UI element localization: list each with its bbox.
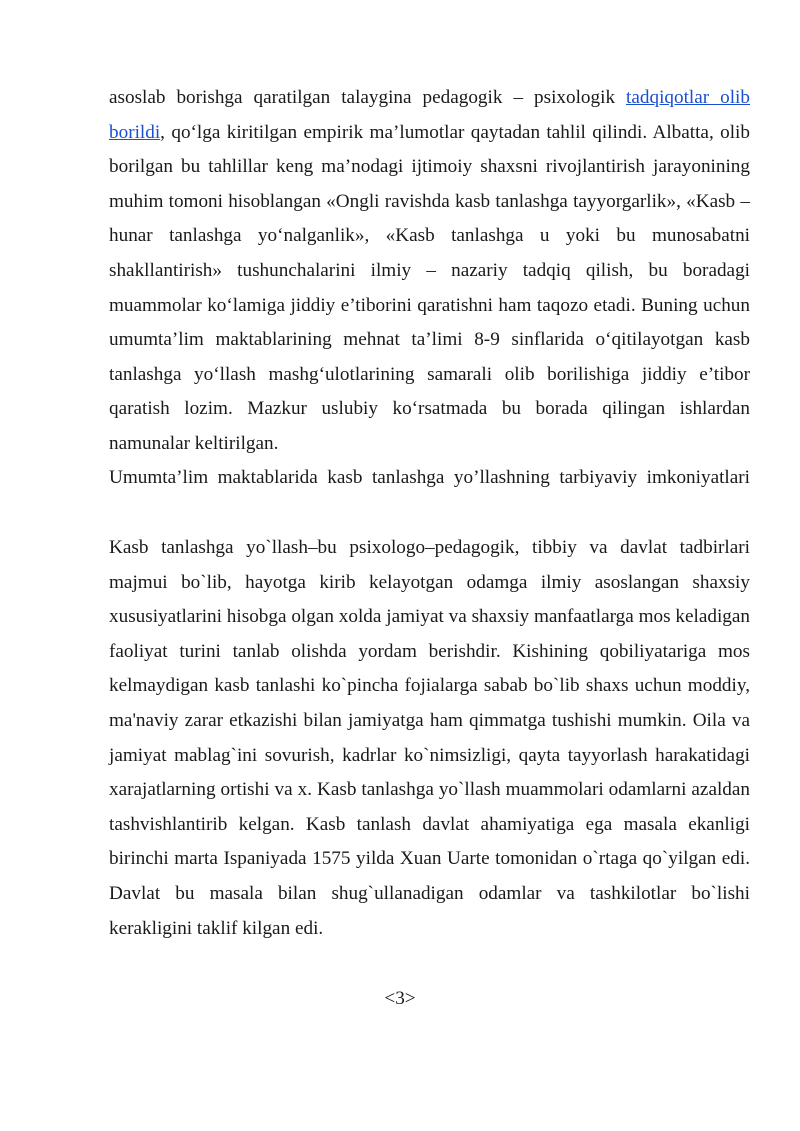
paragraph-intro-text-start: asoslab borishga qaratilgan talaygina pedagogik – psixologik — [109, 87, 627, 108]
paragraph-intro — [109, 81, 750, 462]
page-number: <3> — [384, 988, 416, 1009]
research-link[interactable]: tadqiqotlar olib borildi — [109, 87, 750, 143]
section-heading: Umumta’lim maktablarida kasb tanlashga yo’llashning tarbiyaviy imkoniyatlari — [109, 467, 750, 488]
paragraph-career-guidance: Kasb tanlashga yo`llash–bu psixologo–pedagogik, tibbiy va davlat tadbirlari majmui bo`lib, hayotga kirib kelayotgan odamga ilmiy asoslangan shaxsiy xususiyatlarini hisobga olgan xolda jamiyat va shaxsiy manfaatlarga mos keladigan faoliyat turini tanlab olishda yordam berishdir. Kishining qobiliyatariga mos kelmaydigan kasb tanlashi ko`pincha fojialarga sabab bo`lib shaxs uchun moddiy, ma'naviy zarar etkazishi bilan jamiyatga ham qimmatga tushishi mumkin. Oila va jamiyat mablag`ini sovurish, kadrlar ko`nimsizligi, qayta tayyorlash harakatidagi xarajatlarning ortishi va x. Kasb tanlashga yo`llash muammolari odamlarni azaldan tashvishlantirib kelgan. Kasb tanlash davlat ahamiyatiga ega masala ekanligi birinchi marta Ispaniyada 1575 yilda Xuan Uarte tomonidan o`rtaga qo`yilgan edi. Davlat bu masala bilan shug`ullanadigan odamlar va tashkilotlar bo`lishi kerakligini taklif kilgan edi. — [109, 537, 750, 939]
paragraph-intro-text-end: , qo‘lga kiritilgan empirik ma’lumotlar qaytadan tahlil qilindi. Albatta, olib borilgan bu tahlillar keng ma’nodagi ijtimoiy shaxsni rivojlantirish jarayonining muhim tomoni hisoblangan «Ongli ravishda kasb tanlashga tayyorgarlik», «Kasb – hunar tanlashga yo‘nalganlik», «Kasb tanlashga u yoki bu munosabatni shakllantirish» tushunchalarini ilmiy – nazariy tadqiq qilish, bu boradagi muammolar ko‘lamiga jiddiy e’tiborini qaratishni ham taqozo etadi. Buning uchun umumta’lim maktablarining mehnat ta’limi 8-9 sinflarida o‘qitilayotgan kasb tanlashga yo‘llash mashg‘ulotlarining samarali olib borilishiga jiddiy e’tibor qaratish lozim. Mazkur uslubiy ko‘rsatmada bu borada qilingan ishlardan namunalar keltirilgan. — [109, 121, 750, 454]
